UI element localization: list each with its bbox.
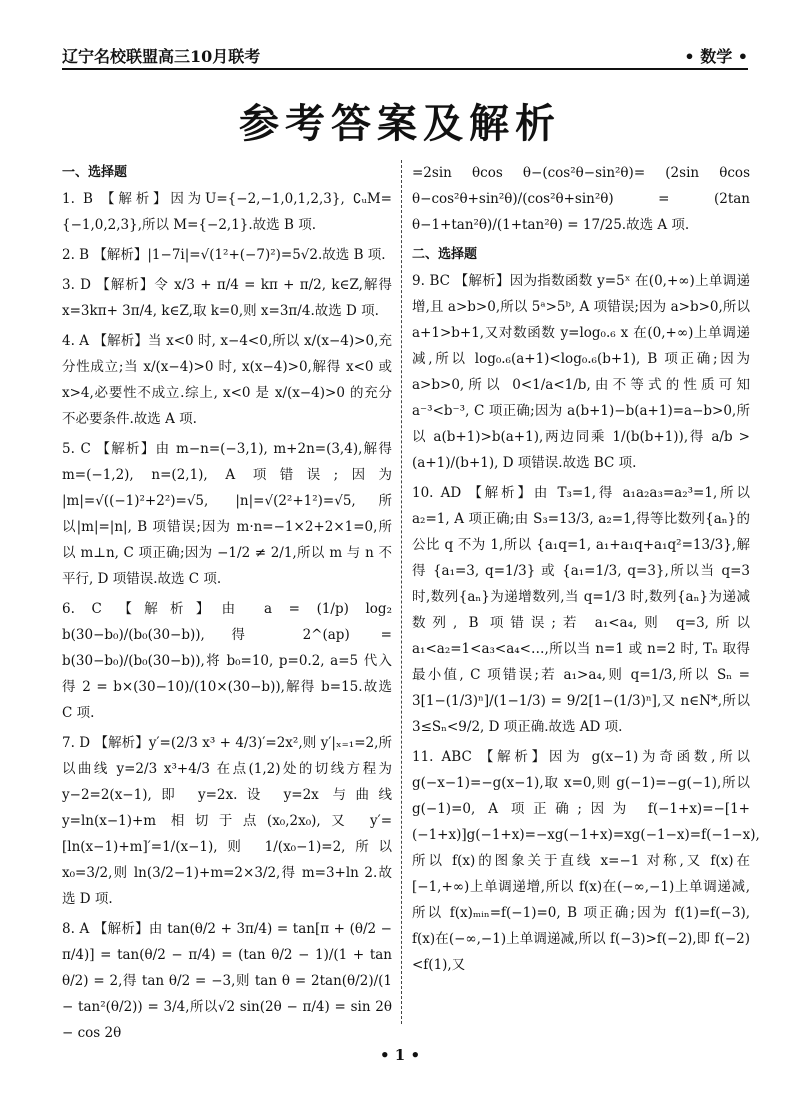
- column-divider: [401, 160, 402, 1024]
- answer-item: 4. A 【解析】当 x<0 时, x−4<0,所以 x/(x−4)>0,充分性成立;当 x/(x−4)>0 时, x(x−4)>0,解得 x<0 或 x>4,必要性不成立.综上, x<0 是 x/(x−4)>0 的充分不必要条件.故选 A 项.: [62, 333, 392, 427]
- answer-item: 9. BC 【解析】因为指数函数 y=5ˣ 在(0,+∞)上单调递增,且 a>b>0,所以 5ᵃ>5ᵇ, A 项错误;因为 a>b>0,所以 a+1>b+1,又对数函数 y=log₀.₆ x 在(0,+∞)上单调递减,所以 log₀.₆(a+1)<log₀.₆(b+1), B 项正确;因为 a>b>0,所以 0<1/a<1/b,由不等式的性质可知 a⁻³<b⁻³, C 项正确;因为 a(b+1)−b(a+1)=a−b>0,所以 a(b+1)>b(a+1),两边同乘 1/(b(b+1)),得 a/b > (a+1)/(b+1), D 项错误.故选 BC 项.: [412, 273, 750, 471]
- answer-item: 11. ABC 【解析】因为 g(x−1)为奇函数,所以 g(−x−1)=−g(x−1),取 x=0,则 g(−1)=−g(−1),所以 g(−1)=0, A 项正确;因为 f(−1+x)=−[1+(−1+x)]g(−1+x)=−xg(−1+x)=xg(−1−x)=f(−1−x),所以 f(x)的图象关于直线 x=−1 对称,又 f(x)在[−1,+∞)上单调递增,所以 f(x)在(−∞,−1)上单调递减,所以 f(x)ₘᵢₙ=f(−1)=0, B 项正确;因为 f(1)=f(−3), f(x)在(−∞,−1)上单调递减,所以 f(−3)>f(−2),即 f(−2)<f(1),又: [412, 749, 760, 973]
- section-heading: 一、选择题: [62, 165, 128, 180]
- answer-item: 1. B 【解析】因为U={−2,−1,0,1,2,3}, ∁ᵤM={−1,0,2,3},所以 M={−2,1}.故选 B 项.: [62, 191, 392, 233]
- answer-item: 7. D 【解析】y′=(2/3 x³ + 4/3)′=2x²,则 y′|ₓ₌₁=2,所以曲线 y=2/3 x³+4/3 在点(1,2)处的切线方程为 y−2=2(x−1),即 y=2x.设 y=2x 与曲线 y=ln(x−1)+m 相切于点(x₀,2x₀),又 y′=[ln(x−1)+m]′=1/(x−1),则 1/(x₀−1)=2,所以 x₀=3/2,则 ln(3/2−1)+m=2×3/2,得 m=3+ln 2.故选 D 项.: [62, 735, 392, 907]
- page-number: • 1 •: [379, 1046, 421, 1064]
- subject-label: • 数学 •: [684, 47, 748, 66]
- page-header: [62, 40, 748, 70]
- answer-item: 10. AD 【解析】由 T₃=1,得 a₁a₂a₃=a₂³=1,所以 a₂=1, A 项正确;由 S₃=13/3, a₂=1,得等比数列{aₙ}的公比 q 不为 1,所以 {a₁q=1, a₁+a₁q+a₁q²=13/3},解得 {a₁=3, q=1/3} 或 {a₁=1/3, q=3},所以当 q=3 时,数列{aₙ}为递增数列,当 q=1/3 时,数列{aₙ}为递减数列, B 项错误;若 a₁<a₄,则 q=3,所以 a₁<a₂=1<a₃<a₄<…,所以当 n=1 或 n=2 时, Tₙ 取得最小值, C 项错误;若 a₁>a₄,则 q=1/3,所以 Sₙ = 3[1−(1/3)ⁿ]/(1−1/3) = 9/2[1−(1/3)ⁿ],又 n∈N*,所以 3≤Sₙ<9/2, D 项正确.故选 AD 项.: [412, 485, 750, 735]
- answer-item: 3. D 【解析】令 x/3 + π/4 = kπ + π/2, k∈Z,解得 x=3kπ+ 3π/4, k∈Z,取 k=0,则 x=3π/4.故选 D 项.: [62, 277, 392, 319]
- answer-item: 8. A 【解析】由 tan(θ/2 + 3π/4) = tan[π + (θ/2 − π/4)] = tan(θ/2 − π/4) = (tan θ/2 − 1)/(1 + tan θ/2) = 2,得 tan θ/2 = −3,则 tan θ = 2tan(θ/2)/(1 − tan²(θ/2)) = 3/4,所以√2 sin(2θ − π/4) = sin 2θ − cos 2θ: [62, 921, 392, 1041]
- page-title: 参考答案及解析: [239, 101, 561, 147]
- exam-name: 辽宁名校联盟高三10月联考: [62, 47, 261, 66]
- left-column: [62, 160, 392, 1041]
- answer-item-continued: =2sin θcos θ−(cos²θ−sin²θ)= (2sin θcos θ−cos²θ+sin²θ)/(cos²θ+sin²θ) = (2tan θ−1+tan²θ)/(1+tan²θ) = 17/25.故选 A 项.: [412, 165, 750, 233]
- answer-item: 5. C 【解析】由 m−n=(−3,1), m+2n=(3,4),解得 m=(−1,2), n=(2,1), A 项错误;因为 |m|=√((−1)²+2²)=√5, |n|=√(2²+1²)=√5,所以|m|=|n|, B 项错误;因为 m·n=−1×2+2×1=0,所以 m⊥n, C 项正确;因为 −1/2 ≠ 2/1,所以 m 与 n 不平行, D 项错误.故选 C 项.: [62, 441, 392, 587]
- answer-item: 6. C 【解析】由 a = (1/p) log₂ b(30−b₀)/(b₀(30−b)),得 2^(ap) = b(30−b₀)/(b₀(30−b)),将 b₀=10, p=0.2, a=5 代入得 2 = b×(30−10)/(10×(30−b)),解得 b=15.故选 C 项.: [62, 601, 392, 721]
- section-heading: 二、选择题: [412, 247, 478, 262]
- right-column: [412, 160, 760, 1024]
- answer-item: 2. B 【解析】|1−7i|=√(1²+(−7)²)=5√2.故选 B 项.: [62, 247, 386, 263]
